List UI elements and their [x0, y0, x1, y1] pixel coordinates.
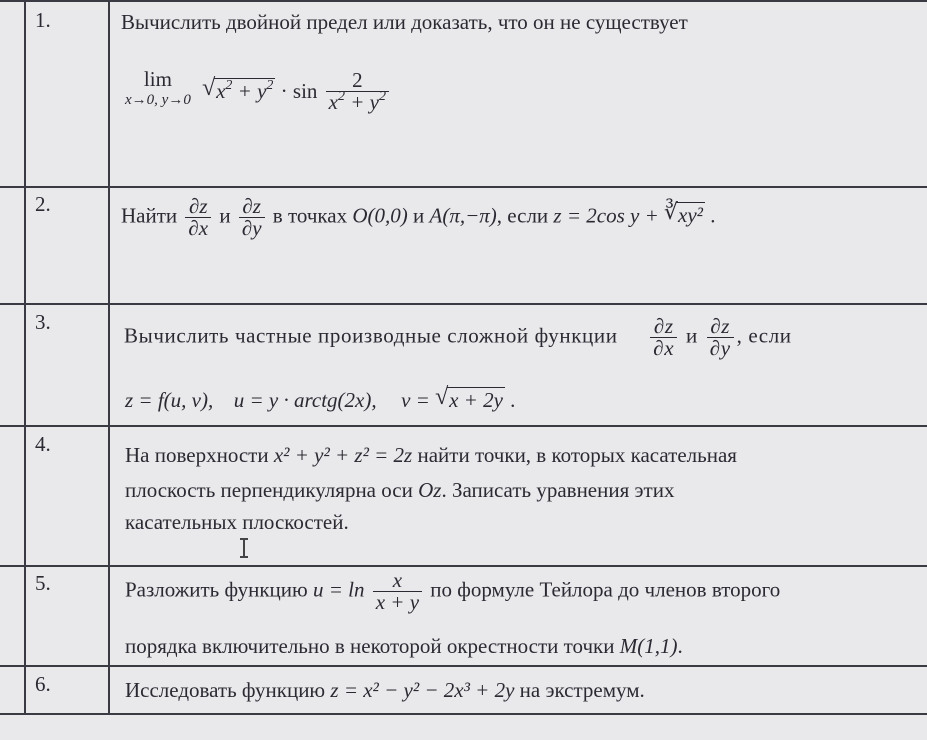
point-O: O(0,0) [352, 203, 408, 228]
partial-z-y-3: $\frac{\partial z}{\partial y}$ [707, 316, 734, 359]
lim-label: lim [143, 66, 172, 91]
limit-operator [125, 67, 191, 109]
row-divider-2 [0, 303, 927, 305]
if-label-3: , если [736, 323, 792, 348]
task-2-text [121, 196, 715, 239]
row-divider-3 [0, 425, 927, 427]
partial-z-y: $\frac{\partial z}{\partial y}$ [239, 196, 265, 239]
row-number-2: 2. [35, 192, 51, 216]
column-divider [108, 0, 110, 715]
surface-label: На поверхности [125, 443, 269, 467]
task-5-line-1-end: по формуле Тейлора до членов второго [430, 577, 781, 602]
and-word: и [219, 203, 231, 228]
task-5-line-1 [125, 570, 780, 613]
row-divider-1 [0, 186, 927, 188]
perpendicular-label: плоскость перпендикулярна оси [125, 478, 413, 502]
fraction-numerator: 2 [326, 70, 389, 92]
sin-label: sin [292, 79, 318, 103]
fraction-x-over-sum [373, 570, 422, 613]
sqrt-expression: √ $x^2 + y^2$ [202, 75, 274, 103]
table-border-top [0, 0, 927, 2]
surface-equation: x² + y² + z² = 2z [273, 443, 413, 467]
v-sqrt: √ x + 2y [435, 384, 503, 412]
partial-z-x-3: $\frac{\partial z}{\partial x}$ [650, 316, 677, 359]
period: . [710, 203, 716, 228]
point-A: A(π,−π) [429, 203, 497, 228]
task-4-line-1-end: найти точки, в которых касательная [417, 443, 737, 467]
fraction-num-x: x [373, 570, 422, 592]
task-4-line-2-end: . Записать уравнения этих [441, 478, 675, 502]
period-3: . [510, 388, 516, 412]
expand-label: Разложить функцию [125, 577, 308, 602]
task-4-line-3: касательных плоскостей. [125, 510, 349, 534]
point-M: M(1,1) [619, 634, 678, 658]
and-word-2: и [413, 203, 425, 228]
u-equation: u = ln [312, 577, 365, 602]
row-number-4: 4. [35, 432, 51, 456]
task-1-text: Вычислить двойной предел или доказать, что он не существует [121, 10, 688, 34]
task-3-line-1 [124, 316, 792, 359]
task-4-line-1 [125, 443, 737, 468]
task-5-line-2-text: порядка включительно в некоторой окрестности точки [125, 634, 615, 658]
and-word-3: и [686, 323, 698, 348]
cube-root: ∛ xy² [664, 199, 703, 228]
period-5: . [677, 634, 683, 658]
function-equation: z = x² − y² − 2x³ + 2y [330, 678, 515, 702]
fraction-2-over-sum: $\frac{2}{x^2 + y^2}$ [326, 70, 389, 113]
task-1-formula: lim x→0, y→0 √ $x^2 + y^2 \cdot \sin$ $\frac{2}{x^2 + y^2}$ [125, 70, 392, 140]
text-cursor-icon [240, 538, 248, 558]
u-definition: u = y · arctg(2x), [233, 388, 377, 412]
partial-z-x: $\frac{\partial z}{\partial x}$ [185, 196, 211, 239]
task-6-text [125, 678, 645, 703]
row-number-3: 3. [35, 310, 51, 334]
row-number-6: 6. [35, 672, 51, 696]
table-border-bottom [0, 713, 927, 715]
axis-Oz: Oz [418, 478, 442, 502]
row-divider-5 [0, 665, 927, 667]
task-4-line-2 [125, 478, 674, 503]
row-divider-4 [0, 565, 927, 567]
lim-subscript: x→0, y→0 [125, 91, 191, 108]
row-number-1: 1. [35, 8, 51, 32]
table-border-left [24, 0, 26, 715]
v-radicand: x + 2y [449, 388, 503, 412]
fraction-den-sum: x + y [375, 590, 420, 614]
v-definition: v = [401, 388, 430, 412]
z-definition: z = f(u, v), [125, 388, 214, 412]
cube-root-radicand: xy² [678, 203, 703, 228]
at-points-label: в точках [272, 203, 348, 228]
investigate-label: Исследовать функцию [125, 678, 326, 702]
z-equation: z = 2cos y + [553, 203, 659, 228]
find-label: Найти [121, 203, 178, 228]
extremum-label: на экстремум. [519, 678, 645, 702]
row-number-5: 5. [35, 571, 51, 595]
if-label: , если [496, 203, 549, 228]
task-5-line-2 [125, 634, 683, 659]
task-3-line-2 [125, 384, 516, 413]
task-3-text: Вычислить частные производные сложной функции [124, 323, 618, 348]
